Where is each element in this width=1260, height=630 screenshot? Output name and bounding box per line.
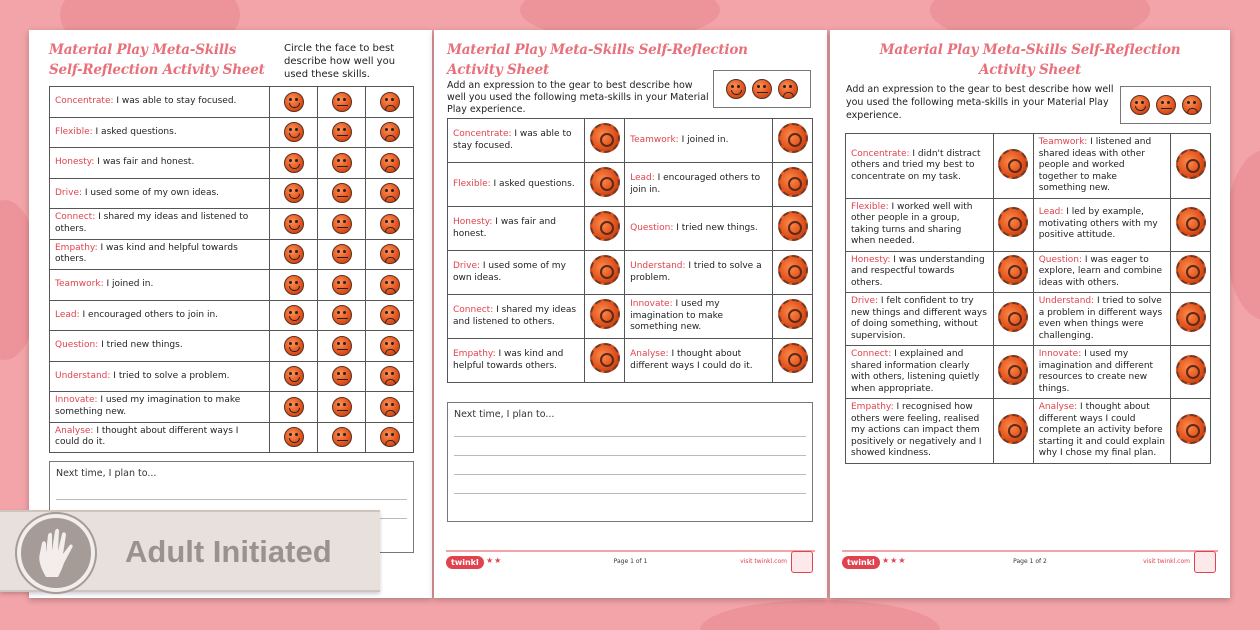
table-row [846,134,1211,199]
skill-name: Innovate: [55,395,98,406]
skill-description: I shared my ideas and listened to others. [55,212,249,234]
neutral-face-icon[interactable] [332,336,352,356]
happy-face-icon[interactable] [284,336,304,356]
neutral-face-icon[interactable] [332,305,352,325]
table-row [846,198,1211,251]
happy-face-icon[interactable] [284,244,304,264]
neutral-face-icon-cell[interactable] [318,331,366,362]
happy-face-icon-cell[interactable] [270,300,318,331]
gear-icon[interactable] [590,255,620,285]
gear-icon-cell[interactable] [773,251,813,295]
skill-name: Analyse: [1038,402,1078,412]
skill-description: I didn't distract others and tried my best to concentrate on my task. [851,148,981,182]
gear-icon-cell[interactable] [585,163,625,207]
skill-name: Question: [1038,254,1083,265]
neutral-face-icon-cell[interactable] [318,117,366,148]
skill-name: Flexible: [453,178,491,189]
skills-table [447,118,813,383]
skill-cell [50,300,270,331]
happy-face-icon-cell[interactable] [270,87,318,118]
happy-face-icon [1130,95,1150,115]
happy-face-icon[interactable] [284,153,304,173]
twinkl-logo[interactable]: twinkl [446,556,484,569]
sad-face-icon-cell[interactable] [366,148,414,179]
sad-face-icon [1182,95,1202,115]
sad-face-icon[interactable] [380,92,400,112]
skill-cell [625,251,773,295]
gear-icon-cell[interactable] [1171,251,1211,293]
neutral-face-icon[interactable] [332,427,352,447]
table-row [846,399,1211,464]
gear-icon-cell[interactable] [993,134,1033,199]
neutral-face-icon[interactable] [332,153,352,173]
footer-rule [842,550,1218,552]
skill-name: Innovate: [1038,349,1082,359]
expression-key [1120,86,1211,124]
skill-description: I encouraged others to join in. [630,173,761,195]
table-row [50,87,414,118]
happy-face-icon-cell[interactable] [270,392,318,423]
skill-cell [625,207,773,251]
skill-cell [846,251,994,293]
sad-face-icon-cell[interactable] [366,209,414,240]
plan-label: Next time, I plan to... [454,409,555,420]
skill-cell [1033,134,1170,199]
skill-description: I tried new things. [98,340,183,350]
gear-icon[interactable] [590,123,620,153]
sheet-intro: Circle the face to best describe how well you used these skills. [284,43,396,80]
table-row [448,295,813,339]
gear-icon-cell[interactable] [773,119,813,163]
gear-icon[interactable] [1176,414,1206,444]
gear-icon[interactable] [998,302,1028,332]
sad-face-icon-cell[interactable] [366,361,414,392]
gear-icon[interactable] [1176,207,1206,237]
footer-stars: ★★★ [882,556,907,565]
skill-name: Drive: [851,296,879,306]
sad-face-icon[interactable] [380,336,400,356]
table-row [50,331,414,362]
gear-icon[interactable] [590,343,620,373]
gear-icon-cell[interactable] [1171,198,1211,251]
gear-icon[interactable] [998,414,1028,444]
gear-icon-cell[interactable] [585,251,625,295]
skill-description: I used my imagination to make something new. [55,395,241,417]
sheet-footer [830,550,1230,574]
happy-face-icon[interactable] [284,214,304,234]
adult-initiated-banner [0,510,380,592]
skill-cell [50,239,270,270]
happy-face-icon[interactable] [284,366,304,386]
skill-name: Connect: [851,349,892,359]
skill-name: Understand: [1038,296,1095,306]
sheet-title: Material Play Meta-Skills Self-Reflection Activity Sheet [49,42,265,78]
skill-name: Drive: [453,261,481,271]
skill-cell [625,339,773,383]
skill-description: I was kind and helpful towards others. [453,349,564,371]
skill-name: Connect: [55,212,96,223]
skill-name: Concentrate: [55,96,114,106]
neutral-face-icon-cell[interactable] [318,270,366,301]
happy-face-icon[interactable] [284,397,304,417]
writing-line [454,436,806,437]
badge-icon [791,551,813,573]
sad-face-icon-cell[interactable] [366,300,414,331]
happy-face-icon-cell[interactable] [270,422,318,453]
skill-cell [1033,198,1170,251]
plan-label: Next time, I plan to... [56,468,157,479]
skill-cell [448,207,585,251]
gear-icon-cell[interactable] [585,339,625,383]
skill-description: I was understanding and respectful towards others. [851,254,985,288]
happy-face-icon[interactable] [284,275,304,295]
neutral-face-icon[interactable] [332,214,352,234]
skill-description: I tried to solve a problem. [630,261,762,283]
skill-name: Honesty: [851,254,891,265]
sad-face-icon-cell[interactable] [366,178,414,209]
sheet-intro: Add an expression to the gear to best describe how well you used the following meta-skills in your Material Play experience. [447,80,709,115]
skill-description: I was kind and helpful towards others. [55,242,238,265]
gear-icon-cell[interactable] [1171,346,1211,399]
skill-cell [1033,346,1170,399]
gear-icon-cell[interactable] [993,198,1033,251]
happy-face-icon-cell[interactable] [270,117,318,148]
table-row [846,251,1211,293]
skill-cell [50,117,270,148]
skill-name: Innovate: [630,299,673,310]
sheet-footer [434,550,827,574]
skill-cell [50,331,270,362]
skill-name: Drive: [55,187,83,198]
gear-icon-cell[interactable] [1171,293,1211,346]
skill-name: Lead: [1038,207,1064,218]
table-row [50,361,414,392]
hand-icon [17,514,95,592]
skill-cell [448,119,585,163]
sad-face-icon-cell[interactable] [366,422,414,453]
footer-stars: ★★ [486,556,503,565]
neutral-face-icon-cell[interactable] [318,148,366,179]
happy-face-icon-cell[interactable] [270,331,318,362]
worksheet-gears-detailed [830,30,1230,598]
skill-name: Understand: [630,261,686,271]
skill-cell [50,148,270,179]
gear-icon-cell[interactable] [993,346,1033,399]
expression-key [713,70,811,108]
gear-icon[interactable] [998,355,1028,385]
skill-description: I tried new things. [673,222,758,233]
gear-icon[interactable] [998,207,1028,237]
skill-description: I used some of my own ideas. [453,261,566,283]
sad-face-icon[interactable] [380,214,400,234]
neutral-face-icon-cell[interactable] [318,87,366,118]
sad-face-icon[interactable] [380,122,400,142]
skill-description: I was eager to explore, learn and combine ideas with others. [1038,254,1163,288]
table-row [50,209,414,240]
sad-face-icon[interactable] [380,153,400,173]
skill-name: Question: [630,222,674,233]
gear-icon[interactable] [1176,302,1206,332]
gear-icon[interactable] [590,167,620,197]
sheet-intro: Add an expression to the gear to best describe how well you used the following meta-skills in your Material Play experience. [846,84,1114,121]
footer-rule [446,550,815,552]
skill-cell [625,295,773,339]
skill-cell [625,119,773,163]
skill-cell [50,270,270,301]
skill-description: I felt confident to try new things and different ways of doing something, without supervision. [851,296,987,341]
sad-face-icon[interactable] [380,244,400,264]
skill-name: Teamwork: [55,279,104,289]
table-row [50,178,414,209]
sad-face-icon-cell[interactable] [366,117,414,148]
skill-name: Teamwork: [1038,137,1088,147]
writing-line [454,493,806,494]
gear-icon[interactable] [1176,355,1206,385]
happy-face-icon [726,79,746,99]
skill-description: I used my imagination to make something new. [630,299,724,333]
table-row [448,207,813,251]
skill-name: Flexible: [851,201,889,212]
skill-description: I worked well with other people in a group, taking turns and sharing when needed. [851,201,973,246]
skill-name: Concentrate: [453,129,512,139]
sad-face-icon[interactable] [380,366,400,386]
skill-description: I recognised how others were feeling, realised my actions can impact them positively or negatively and I showed kindness. [851,402,982,458]
writing-line [454,455,806,456]
skill-cell [50,361,270,392]
skill-name: Empathy: [851,402,894,412]
table-row [846,346,1211,399]
sad-face-icon [778,79,798,99]
table-row [448,119,813,163]
gear-icon[interactable] [590,299,620,329]
neutral-face-icon[interactable] [332,275,352,295]
happy-face-icon-cell[interactable] [270,148,318,179]
gear-icon[interactable] [778,211,808,241]
gear-icon-cell[interactable] [993,293,1033,346]
skill-description: I thought about different ways I could complete an activity before starting it and could explain why I chose my final plan. [1038,402,1166,458]
neutral-face-icon[interactable] [332,183,352,203]
neutral-face-icon-cell[interactable] [318,422,366,453]
table-row [50,148,414,179]
skill-description: I joined in. [103,279,154,289]
skill-description: I thought about different ways I could do it. [55,425,239,448]
skill-name: Honesty: [453,217,493,227]
skill-name: Analyse: [55,425,94,436]
skill-description: I used some of my own ideas. [82,187,220,198]
writing-line [454,474,806,475]
skill-cell [1033,399,1170,464]
neutral-face-icon[interactable] [332,397,352,417]
worksheet-gears [434,30,827,598]
skill-description: I encouraged others to join in. [79,309,219,320]
badge-icon [1194,551,1216,573]
table-row [50,239,414,270]
happy-face-icon[interactable] [284,305,304,325]
skill-cell [448,251,585,295]
table-row [50,117,414,148]
happy-face-icon-cell[interactable] [270,270,318,301]
sad-face-icon-cell[interactable] [366,87,414,118]
sad-face-icon[interactable] [380,397,400,417]
skill-cell [50,209,270,240]
page-number: Page 1 of 2 [1013,558,1047,565]
gear-icon-cell[interactable] [773,339,813,383]
skill-cell [625,163,773,207]
skill-name: Lead: [630,173,655,183]
sad-face-icon[interactable] [380,427,400,447]
neutral-face-icon-cell[interactable] [318,239,366,270]
skill-description: I tried to solve a problem. [110,370,230,381]
happy-face-icon[interactable] [284,122,304,142]
sad-face-icon-cell[interactable] [366,270,414,301]
table-row [846,293,1211,346]
neutral-face-icon [752,79,772,99]
gear-icon[interactable] [998,149,1028,179]
skill-name: Understand: [55,370,111,381]
gear-icon[interactable] [778,167,808,197]
neutral-face-icon-cell[interactable] [318,178,366,209]
neutral-face-icon-cell[interactable] [318,300,366,331]
gear-icon[interactable] [778,343,808,373]
neutral-face-icon[interactable] [332,92,352,112]
skills-table [845,133,1211,464]
sad-face-icon[interactable] [380,275,400,295]
sad-face-icon[interactable] [380,183,400,203]
skill-cell [846,198,994,251]
skill-description: I explained and shared information clearly with others, listening quietly when appropriate. [851,349,980,394]
skill-cell [448,339,585,383]
sheet-title: Material Play Meta-Skills Self-Reflection Activity Sheet [879,42,1181,78]
gear-icon-cell[interactable] [1171,134,1211,199]
skill-cell [846,293,994,346]
gear-icon-cell[interactable] [773,207,813,251]
skill-cell [846,134,994,199]
skills-table [49,86,414,453]
skill-description: I was able to stay focused. [453,129,572,151]
skill-name: Analyse: [630,349,669,359]
visit-link[interactable]: visit twinkl.com [740,558,787,565]
gear-icon-cell[interactable] [993,399,1033,464]
skill-description: I listened and shared ideas with other people and worked together to make something new. [1038,137,1152,193]
table-row [448,163,813,207]
skill-name: Question: [55,340,99,350]
skill-description: I shared my ideas and listened to others. [453,305,577,327]
skill-cell [448,295,585,339]
skill-name: Empathy: [55,242,98,253]
gear-icon[interactable] [1176,255,1206,285]
writing-line [56,499,407,500]
skill-description: I was fair and honest. [453,217,556,239]
skill-cell [50,87,270,118]
sad-face-icon-cell[interactable] [366,239,414,270]
happy-face-icon-cell[interactable] [270,209,318,240]
skill-cell [50,422,270,453]
neutral-face-icon[interactable] [332,122,352,142]
happy-face-icon-cell[interactable] [270,361,318,392]
sad-face-icon-cell[interactable] [366,392,414,423]
skill-name: Lead: [55,309,80,320]
sheet-title: Material Play Meta-Skills Self-Reflection Activity Sheet [447,42,748,78]
gear-icon[interactable] [590,211,620,241]
skill-cell [50,392,270,423]
skill-name: Concentrate: [851,148,910,159]
table-row [50,270,414,301]
skill-description: I led by example, motivating others with my positive attitude. [1038,207,1158,241]
table-row [448,251,813,295]
background-handprint [700,600,940,630]
gear-icon-cell[interactable] [585,207,625,251]
neutral-face-icon [1156,95,1176,115]
skill-cell [1033,293,1170,346]
table-row [448,339,813,383]
skill-description: I used my imagination and different resources to create new things. [1038,349,1154,394]
skill-cell [846,346,994,399]
gear-icon[interactable] [778,255,808,285]
skill-description: I thought about different ways I could do it. [630,349,753,371]
skill-description: I was fair and honest. [94,157,195,167]
neutral-face-icon[interactable] [332,366,352,386]
happy-face-icon[interactable] [284,92,304,112]
table-row [50,422,414,453]
gear-icon-cell[interactable] [773,163,813,207]
page-number: Page 1 of 1 [613,558,648,565]
table-row [50,300,414,331]
plan-box[interactable] [447,402,813,522]
skill-description: I asked questions. [490,178,575,189]
gear-icon[interactable] [778,299,808,329]
skill-cell [50,178,270,209]
gear-icon-cell[interactable] [585,119,625,163]
skill-name: Teamwork: [630,134,679,145]
sad-face-icon-cell[interactable] [366,331,414,362]
neutral-face-icon-cell[interactable] [318,392,366,423]
twinkl-logo[interactable]: twinkl [842,556,880,569]
skill-name: Connect: [453,305,494,315]
neutral-face-icon-cell[interactable] [318,209,366,240]
happy-face-icon-cell[interactable] [270,178,318,209]
skill-name: Flexible: [55,126,93,137]
happy-face-icon[interactable] [284,427,304,447]
skill-name: Honesty: [55,157,95,167]
neutral-face-icon[interactable] [332,244,352,264]
visit-link[interactable]: visit twinkl.com [1143,558,1190,565]
table-row [50,392,414,423]
gear-icon[interactable] [1176,149,1206,179]
gear-icon-cell[interactable] [993,251,1033,293]
banner-label: Adult Initiated [125,534,332,569]
gear-icon[interactable] [998,255,1028,285]
skill-description: I was able to stay focused. [113,96,237,106]
skill-cell [448,163,585,207]
skill-name: Empathy: [453,349,496,359]
happy-face-icon[interactable] [284,183,304,203]
gear-icon[interactable] [778,123,808,153]
gear-icon-cell[interactable] [1171,399,1211,464]
happy-face-icon-cell[interactable] [270,239,318,270]
sad-face-icon[interactable] [380,305,400,325]
neutral-face-icon-cell[interactable] [318,361,366,392]
skill-description: I asked questions. [92,126,177,137]
skill-cell [1033,251,1170,293]
skill-cell [846,399,994,464]
gear-icon-cell[interactable] [585,295,625,339]
skill-description: I tried to solve a problem in different ways even when things were challenging. [1038,296,1163,341]
background-handprint [1225,150,1260,320]
skill-description: I joined in. [678,134,729,145]
gear-icon-cell[interactable] [773,295,813,339]
